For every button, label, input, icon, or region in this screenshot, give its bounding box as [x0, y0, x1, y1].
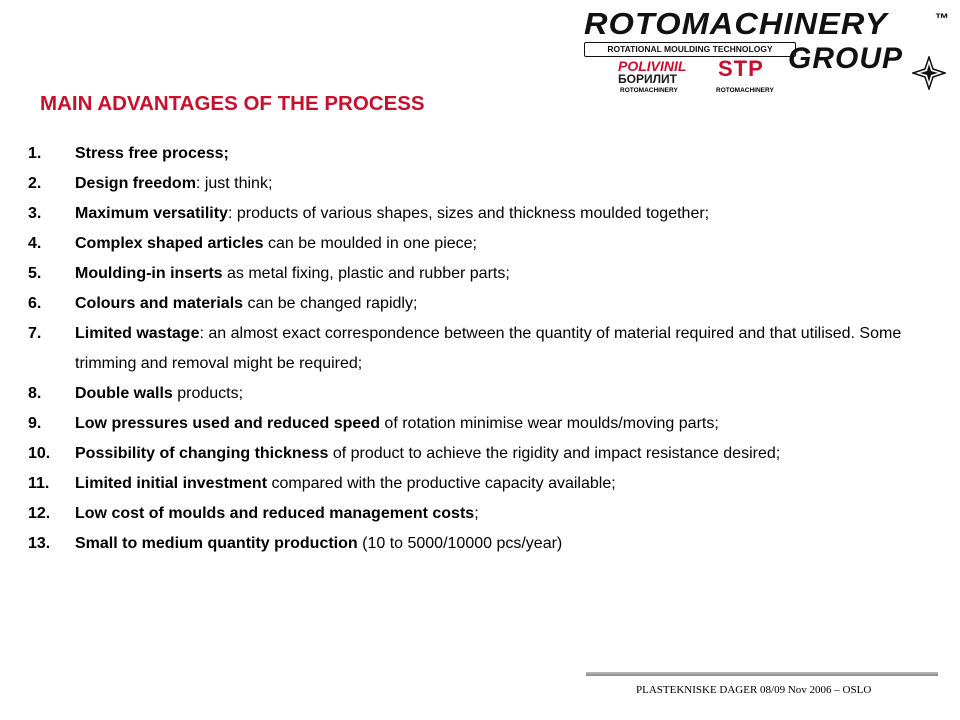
list-item-text — [75, 319, 953, 379]
list-item-number: 8. — [28, 385, 42, 402]
list-item-highlight: Possibility of changing thickness — [75, 445, 329, 462]
list-item-text — [75, 439, 953, 469]
list-item-text — [75, 409, 953, 439]
list-item-detail: compared with the productive capacity available; — [267, 475, 616, 492]
list-item — [28, 319, 953, 379]
list-item-highlight: Moulding-in inserts — [75, 265, 223, 282]
list-item-text — [75, 259, 953, 289]
list-item — [28, 199, 953, 229]
list-item-detail: : an almost exact correspondence between the quantity of material required and that utilised. Some trimming and removal might be required; — [75, 325, 902, 372]
logo-tagline: ROTATIONAL MOULDING TECHNOLOGY — [584, 42, 796, 57]
list-item-text — [75, 379, 953, 409]
list-item — [28, 469, 953, 499]
list-item — [28, 379, 953, 409]
list-item — [28, 529, 953, 559]
polivinil-wordmark: POLIVINIL — [618, 58, 687, 74]
list-item-number: 6. — [28, 295, 42, 312]
list-item-detail: ; — [474, 505, 479, 522]
polivinil-logo — [618, 58, 704, 98]
list-item-detail: as metal fixing, plastic and rubber parts; — [222, 265, 510, 282]
list-item-detail: can be moulded in one piece; — [263, 235, 477, 252]
list-item-highlight: Design freedom — [75, 175, 196, 192]
polivinil-caption: ROTOMACHINERY — [620, 87, 678, 94]
stp-caption: ROTOMACHINERY — [716, 87, 774, 94]
list-item — [28, 169, 953, 199]
list-item — [28, 139, 953, 169]
list-item-text — [75, 169, 953, 199]
list-item — [28, 409, 953, 439]
logo-wordmark-rotomachinery: ROTOMACHINERY — [584, 6, 888, 41]
list-item-number: 10. — [28, 445, 51, 462]
list-item-number: 1. — [28, 145, 42, 162]
list-item-number: 12. — [28, 505, 51, 522]
list-item-detail: (10 to 5000/10000 pcs/year) — [357, 535, 563, 552]
stp-wordmark: STP — [718, 56, 764, 81]
list-item-detail: can be changed rapidly; — [243, 295, 418, 312]
list-item-detail: : products of various shapes, sizes and thickness moulded together; — [227, 205, 710, 222]
trademark-symbol: ™ — [935, 10, 949, 26]
company-logo — [580, 6, 952, 98]
list-item-text — [75, 289, 953, 319]
list-item-number: 9. — [28, 415, 42, 432]
list-item-number: 13. — [28, 535, 51, 552]
advantages-list — [28, 139, 953, 559]
list-item-number: 2. — [28, 175, 42, 192]
list-item-number: 5. — [28, 265, 42, 282]
list-item-number: 11. — [28, 475, 50, 492]
list-item-highlight: Limited wastage — [75, 325, 200, 342]
list-item-number: 3. — [28, 205, 42, 222]
polivinil-cyrillic-wordmark: БОРИЛИТ — [618, 72, 677, 86]
list-item-text — [75, 199, 953, 229]
logo-wordmark-group: GROUP — [788, 42, 904, 75]
star-compass-icon — [912, 56, 946, 90]
list-item-text — [75, 139, 953, 169]
list-item-detail: : just think; — [195, 175, 273, 192]
list-item-text — [75, 529, 953, 559]
list-item — [28, 439, 953, 469]
list-item-detail: products; — [172, 385, 244, 402]
list-item — [28, 229, 953, 259]
list-item-highlight: Double walls — [75, 385, 173, 402]
footer-divider — [586, 672, 938, 676]
list-item-highlight: Small to medium quantity production — [75, 535, 358, 552]
list-item-text — [75, 229, 953, 259]
list-item — [28, 259, 953, 289]
list-item-highlight: Low cost of moulds and reduced management costs — [75, 505, 475, 522]
list-item-number: 7. — [28, 325, 42, 342]
list-item-highlight: Low pressures used and reduced speed — [75, 415, 380, 432]
list-item — [28, 289, 953, 319]
page-title: MAIN ADVANTAGES OF THE PROCESS — [40, 92, 425, 115]
list-item-highlight: Stress free process; — [75, 145, 229, 162]
list-item-number: 4. — [28, 235, 42, 252]
stp-logo — [716, 56, 786, 98]
list-item-highlight: Maximum versatility — [75, 205, 228, 222]
list-item-highlight: Limited initial investment — [75, 475, 268, 492]
list-item-detail: of product to achieve the rigidity and impact resistance desired; — [328, 445, 781, 462]
list-item-highlight: Colours and materials — [75, 295, 244, 312]
list-item-detail: of rotation minimise wear moulds/moving parts; — [379, 415, 719, 432]
list-item-text — [75, 499, 953, 529]
list-item — [28, 499, 953, 529]
footer-caption: PLASTEKNISKE DAGER 08/09 Nov 2006 – OSLO — [636, 684, 872, 696]
list-item-text — [75, 469, 953, 499]
list-item-highlight: Complex shaped articles — [75, 235, 264, 252]
